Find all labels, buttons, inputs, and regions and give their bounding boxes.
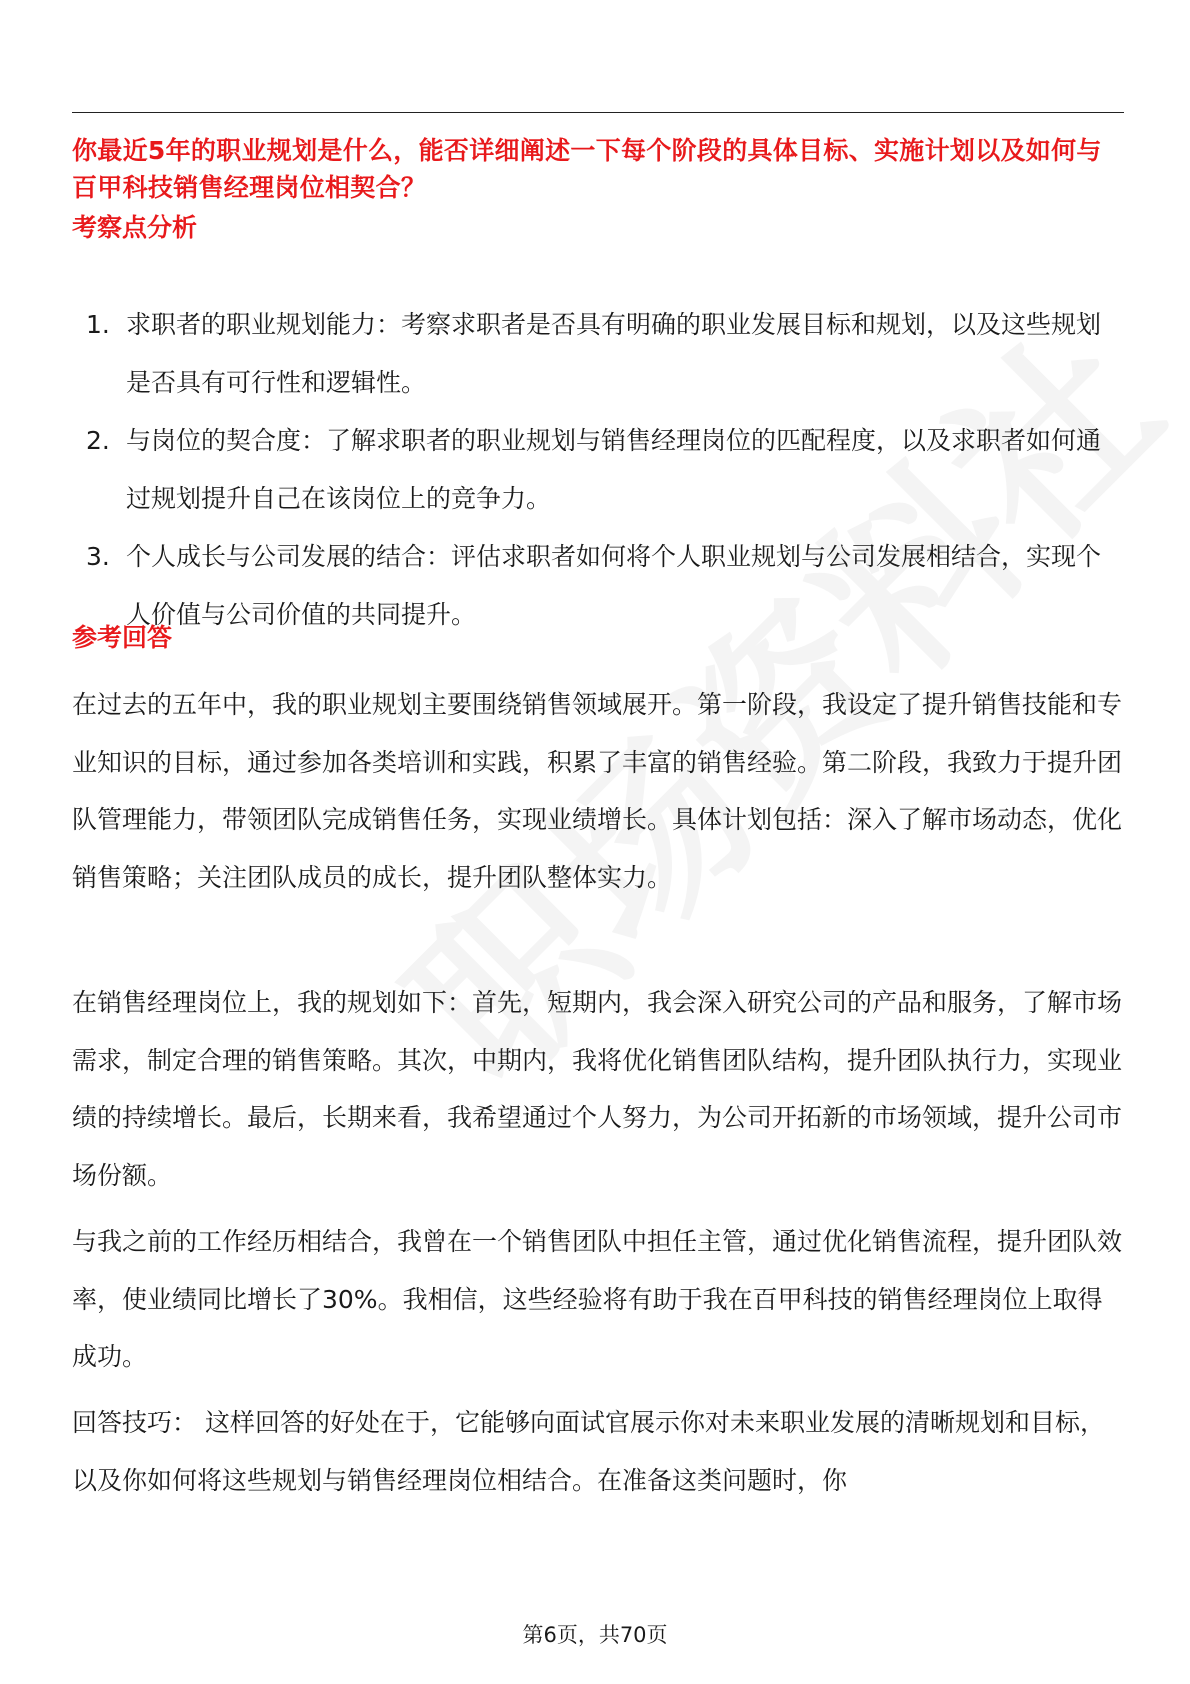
item-text: 与岗位的契合度：了解求职者的职业规划与销售经理岗位的匹配程度，以及求职者如何通过规划提升自己在该岗位上的竞争力。 bbox=[126, 426, 1102, 513]
analysis-item bbox=[72, 296, 1124, 412]
item-text: 个人成长与公司发展的结合：评估求职者如何将个人职业规划与公司发展相结合，实现个人价值与公司价值的共同提升。 bbox=[126, 542, 1102, 629]
answer-tips-paragraph: 回答技巧： 这样回答的好处在于，它能够向面试官展示你对未来职业发展的清晰规划和目标，以及你如何将这些规划与销售经理岗位相结合。在准备这类问题时，你 bbox=[72, 1408, 1105, 1495]
analysis-item bbox=[72, 528, 1124, 644]
page-number: 第6页，共70页 bbox=[522, 1623, 668, 1647]
answer-paragraph: 在过去的五年中，我的职业规划主要围绕销售领域展开。第一阶段，我设定了提升销售技能和专业知识的目标，通过参加各类培训和实践，积累了丰富的销售经验。第二阶段，我致力于提升团队管理能力，带领团队完成销售任务，实现业绩增长。具体计划包括：深入了解市场动态，优化销售策略；关注团队成员的成长，提升团队整体实力。 bbox=[72, 690, 1123, 892]
analysis-list bbox=[72, 296, 1124, 644]
answer-paragraph: 与我之前的工作经历相结合，我曾在一个销售团队中担任主管，通过优化销售流程，提升团队效率，使业绩同比增长了30%。我相信，这些经验将有助于我在百甲科技的销售经理岗位上取得成功。 bbox=[72, 1227, 1123, 1371]
reference-title: 参考回答 bbox=[72, 623, 173, 652]
answer-paragraph: 在销售经理岗位上，我的规划如下：首先，短期内，我会深入研究公司的产品和服务，了解市场需求，制定合理的销售策略。其次，中期内，我将优化销售团队结构，提升团队执行力，实现业绩的持续增长。最后，长期来看，我希望通过个人努力，为公司开拓新的市场领域，提升公司市场份额。 bbox=[72, 988, 1123, 1190]
analysis-title: 考察点分析 bbox=[72, 213, 198, 242]
item-text: 求职者的职业规划能力：考察求职者是否具有明确的职业发展目标和规划，以及这些规划是否具有可行性和逻辑性。 bbox=[126, 310, 1102, 397]
analysis-item bbox=[72, 412, 1124, 528]
item-number: 1. bbox=[86, 310, 110, 339]
question-heading: 你最近5年的职业规划是什么，能否详细阐述一下每个阶段的具体目标、实施计划以及如何与百甲科技销售经理岗位相契合？ bbox=[72, 136, 1102, 202]
item-number: 3. bbox=[86, 542, 110, 571]
item-number: 2. bbox=[86, 426, 110, 455]
top-divider bbox=[72, 112, 1124, 113]
